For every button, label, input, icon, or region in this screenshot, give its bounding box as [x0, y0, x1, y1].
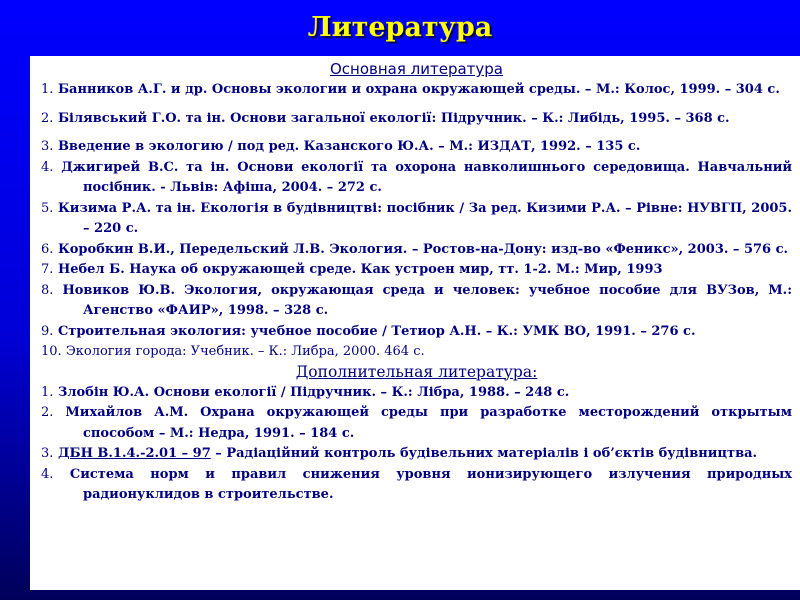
reference-number: 2. [41, 110, 54, 126]
reference-number: 4. [41, 159, 54, 175]
reference-number: 1. [41, 82, 54, 97]
reference-text: Злобін Ю.А. Основи екології / Підручник. – К.: Лібра, 1988. – 248 с. [57, 384, 570, 400]
reference-text: Строительная экология: учебное пособие / Тетиор А.Н. – К.: УМК ВО, 1991. – 276 с. [57, 323, 696, 339]
reference-text: Білявський Г.О. та ін. Основи загальної екології: Підручник. – К.: Либідь, 1995. – 368 с. [57, 110, 730, 126]
reference-item [41, 137, 792, 158]
reference-item [41, 444, 792, 465]
primary-literature-list [41, 80, 792, 363]
reference-item [41, 465, 792, 506]
reference-item [41, 109, 792, 130]
reference-number: 9. [41, 323, 54, 339]
reference-number: 1. [41, 384, 54, 400]
additional-literature-heading: Дополнительная литература: [295, 362, 538, 381]
slide-title: Литература [307, 12, 493, 43]
reference-text: Экология города: Учебник. – К.: Либра, 2000. 464 с. [65, 344, 425, 359]
reference-item [41, 322, 792, 343]
reference-number: 7. [41, 262, 54, 277]
reference-text: – Радіаційний контроль будівельних матеріалів і об’єктів будівництва. [210, 446, 758, 461]
reference-item [41, 158, 792, 199]
reference-number: 5. [41, 200, 54, 216]
reference-number: 3. [41, 139, 54, 154]
reference-item [41, 342, 792, 363]
primary-literature-heading: Основная литература [329, 60, 503, 78]
reference-item [41, 383, 792, 404]
reference-number: 4. [41, 466, 54, 482]
reference-text: Михайлов А.М. Охрана окружающей среды при разработке месторождений открытым способом – М.: Недра, 1991. – 184 с. [65, 405, 792, 441]
reference-number: 2. [41, 405, 54, 420]
reference-item [41, 281, 792, 322]
reference-text: Небел Б. Наука об окружающей среде. Как устроен мир, тт. 1-2. М.: Мир, 1993 [57, 262, 663, 277]
reference-item [41, 260, 792, 281]
reference-number: 3. [41, 446, 54, 461]
reference-item [41, 199, 792, 240]
reference-number: 6. [41, 241, 54, 257]
reference-text: Коробкин В.И., Передельский Л.В. Экология. – Ростов-на-Дону: изд-во «Феникс», 2003. – 576 с. [57, 241, 789, 257]
reference-text: Введение в экологию / под ред. Казанского Ю.А. – М.: ИЗДАТ, 1992. – 135 с. [57, 139, 641, 154]
references-panel [30, 56, 800, 590]
reference-item [41, 403, 792, 444]
reference-number: 8. [41, 282, 54, 298]
reference-text: Новиков Ю.В. Экология, окружающая среда и человек: учебное пособие для ВУЗов, М.: Агенство «ФАИР», 1998. – 328 с. [62, 282, 792, 318]
reference-item [41, 80, 792, 101]
reference-item [41, 240, 792, 261]
reference-text: Система норм и правил снижения уровня ионизирующего излучения природных радионуклидов в строительстве. [69, 466, 792, 502]
reference-text: Джигирей В.С. та ін. Основи екології та охорона навколишнього середовища. Навчальний посібник. - Львів: Афіша, 2004. – 272 с. [61, 159, 792, 195]
reference-text: Банников А.Г. и др. Основы экологии и охрана окружающей среды. – М.: Колос, 1999. – 304 с. [57, 82, 780, 97]
reference-number: 10. [41, 344, 62, 359]
reference-text: Кизима Р.А. та ін. Екологія в будівництві: посібник / За ред. Кизими Р.А. – Рівне: НУВГП, 2005. – 220 с. [57, 200, 792, 236]
additional-literature-list [41, 383, 792, 506]
standard-link[interactable]: ДБН В.1.4.-2.01 – 97 [57, 446, 211, 461]
